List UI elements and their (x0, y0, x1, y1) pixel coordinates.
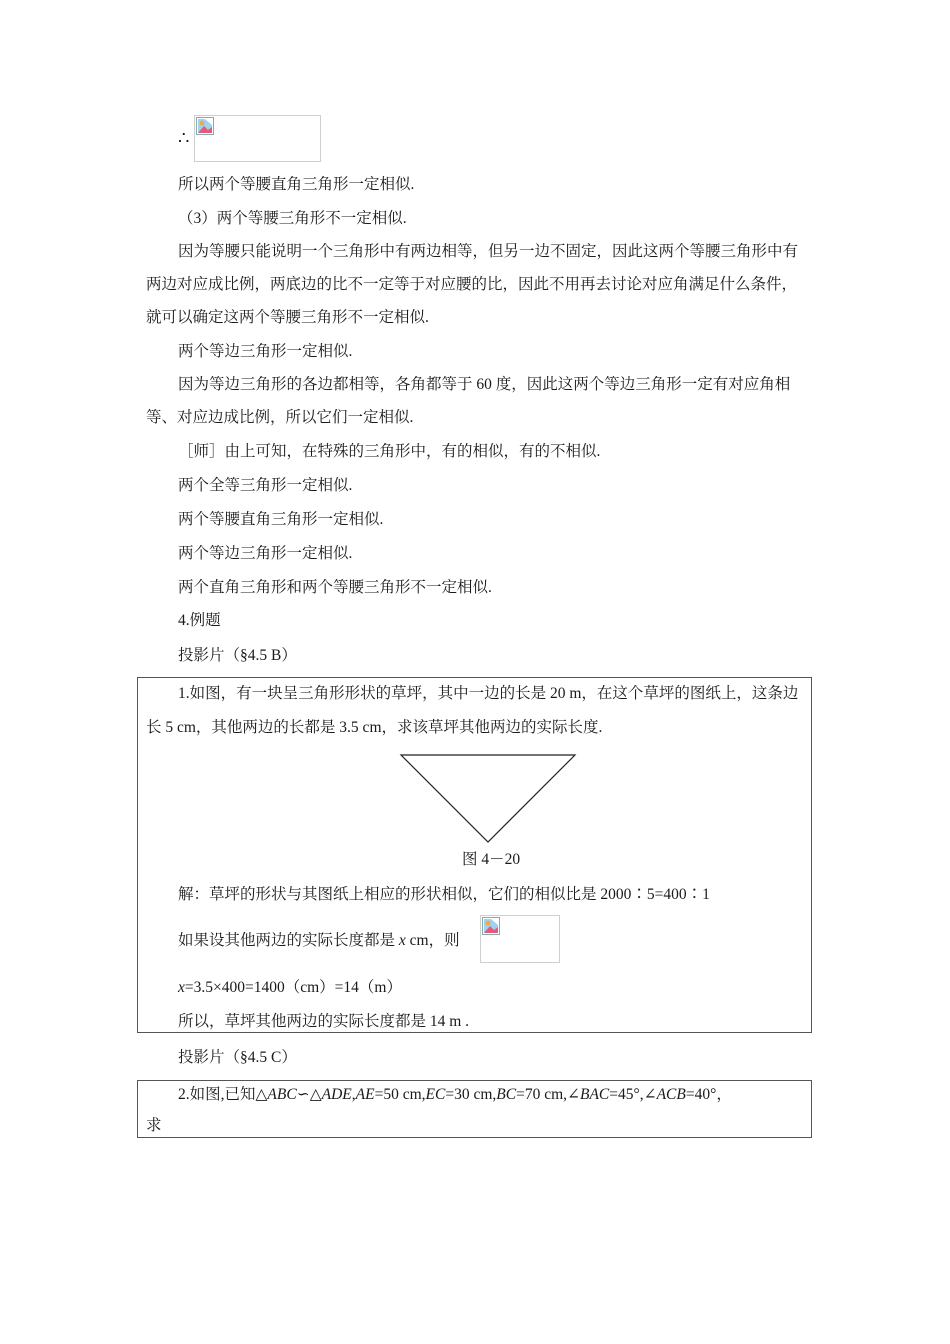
embedded-equation-image (480, 915, 560, 963)
equilateral-reason-paragraph: 因为等边三角形的各边都相等，各角都等于 60 度，因此这两个等边三角形一定有对应角相等、对应边成比例，所以它们一定相似. (146, 376, 791, 426)
solution-line-2: 如果设其他两边的实际长度都是 x cm，则 (178, 932, 460, 949)
summary-item: 两个直角三角形和两个等腰三角形不一定相似. (178, 579, 492, 596)
triangle-figure (398, 752, 578, 846)
examples-heading: 4.例题 (178, 612, 221, 629)
conclusion-isosceles-right: 所以两个等腰直角三角形一定相似. (178, 176, 415, 193)
problem-1-text: 1.如图，有一块呈三角形形状的草坪，其中一边的长是 20 m，在这个草坪的图纸上，这条边长 5 cm，其他两边的长都是 3.5 cm，求该草坪其他两边的实际长度. (146, 685, 799, 736)
isosceles-reason-paragraph: 因为等腰只能说明一个三角形中有两边相等，但另一边不固定，因此这两个等腰三角形中有两边对应成比例，两底边的比不一定等于对应腰的比，因此不用再去讨论对应角满足什么条件，就可以确定这两个等腰三角形不一定相似. (146, 243, 799, 326)
problem-2-line-2: 求 (146, 1117, 162, 1134)
summary-item: 两个等腰直角三角形一定相似. (178, 511, 384, 528)
slide-b-label: 投影片（§4.5 B） (178, 647, 297, 664)
summary-item: 两个全等三角形一定相似. (178, 477, 353, 494)
problem-2-line-1: 2.如图,已知△ABC∽△ADE,AE=50 cm,EC=30 cm,BC=70 cm,∠BAC=45°,∠ACB=40°， (178, 1086, 732, 1103)
solution-line-3: x=3.5×400=1400（cm）=14（m） (178, 979, 402, 996)
slide-c-label: 投影片（§4.5 C） (178, 1049, 297, 1066)
equilateral-statement: 两个等边三角形一定相似. (178, 343, 353, 360)
broken-image-icon (196, 117, 214, 135)
figure-caption: 图 4－20 (462, 851, 521, 868)
solution-line-4: 所以，草坪其他两边的实际长度都是 14 m . (178, 1013, 470, 1030)
solution-line-1: 解：草坪的形状与其图纸上相应的形状相似，它们的相似比是 2000∶5=400∶1 (178, 886, 710, 903)
summary-item: 两个等边三角形一定相似. (178, 545, 353, 562)
teacher-remark: ［师］由上可知，在特殊的三角形中，有的相似，有的不相似. (178, 443, 601, 460)
broken-image-icon (482, 917, 500, 935)
therefore-symbol: ∴ (178, 128, 190, 148)
point-3-heading: （3）两个等腰三角形不一定相似. (178, 210, 407, 227)
embedded-formula-image (194, 115, 321, 162)
